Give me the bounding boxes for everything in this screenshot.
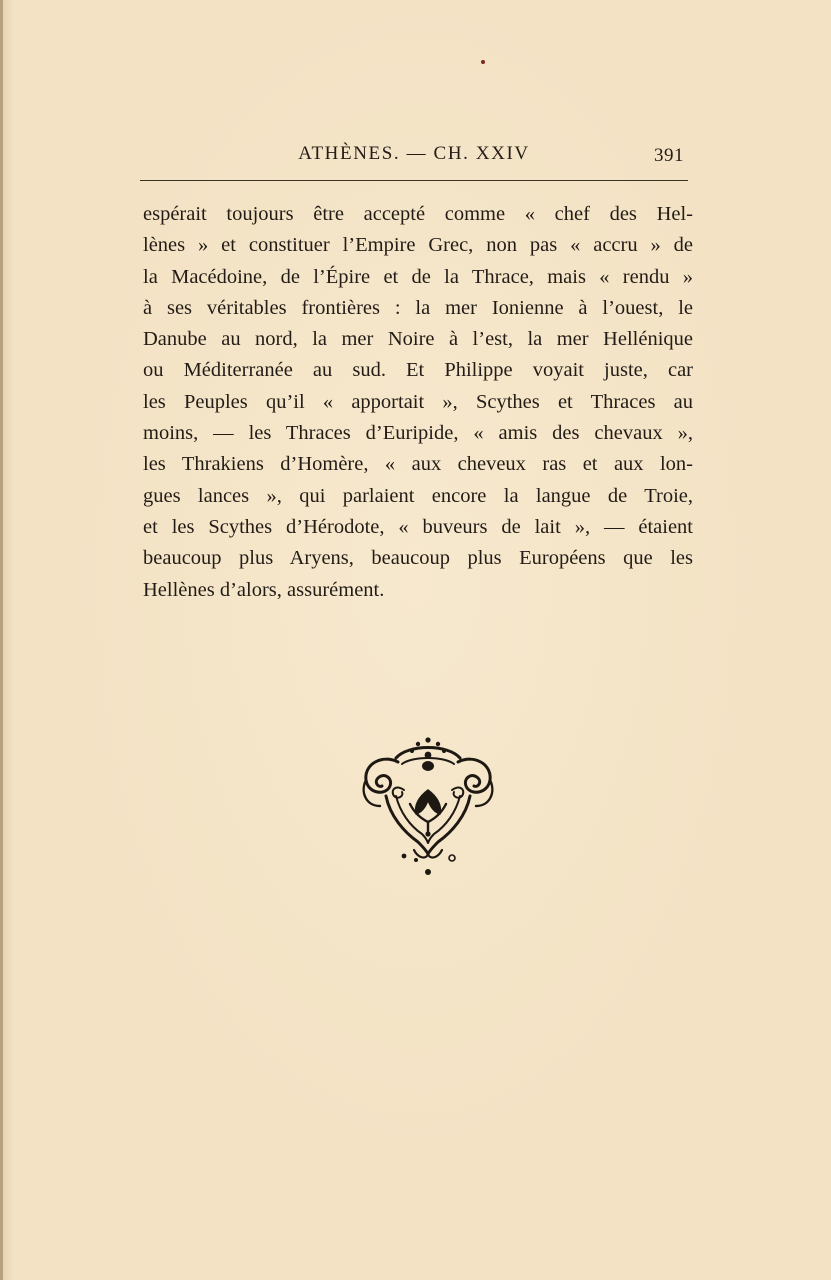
text-line: Hellènes d’alors, assurément. [143, 578, 385, 601]
header-rule [140, 180, 688, 181]
text-line: à ses véritables frontières : la mer Ionienne à l’ouest, le [143, 296, 693, 319]
running-title: ATHÈNES. — CH. XXIV [298, 143, 530, 164]
body-text [143, 199, 693, 606]
text-line: gues lances », qui parlaient encore la langue de Troie, [143, 484, 693, 507]
text-line: moins, — les Thraces d’Euripide, « amis des chevaux », [143, 422, 693, 445]
text-line: la Macédoine, de l’Épire et de la Thrace, mais « rendu » [143, 265, 693, 288]
text-line: et les Scythes d’Hérodote, « buveurs de lait », — étaient [143, 515, 693, 538]
text-line: les Thrakiens d’Homère, « aux cheveux ras et aux lon- [143, 453, 693, 476]
page-edge [0, 0, 3, 1280]
text-line: beaucoup plus Aryens, beaucoup plus Européens que les [143, 547, 693, 570]
text-line: Danube au nord, la mer Noire à l’est, la mer Hellénique [143, 328, 693, 351]
page-number: 391 [654, 145, 684, 166]
text-line: lènes » et constituer l’Empire Grec, non pas « accru » de [143, 234, 693, 257]
text-line: espérait toujours être accepté comme « chef des Hel- [143, 203, 693, 225]
running-head [140, 142, 688, 168]
ink-dot [481, 60, 485, 64]
text-line: ou Méditerranée au sud. Et Philippe voyait juste, car [143, 359, 693, 382]
text-line: les Peuples qu’il « apportait », Scythes et Thraces au [143, 390, 693, 413]
fleuron-ornament-icon [356, 734, 500, 878]
